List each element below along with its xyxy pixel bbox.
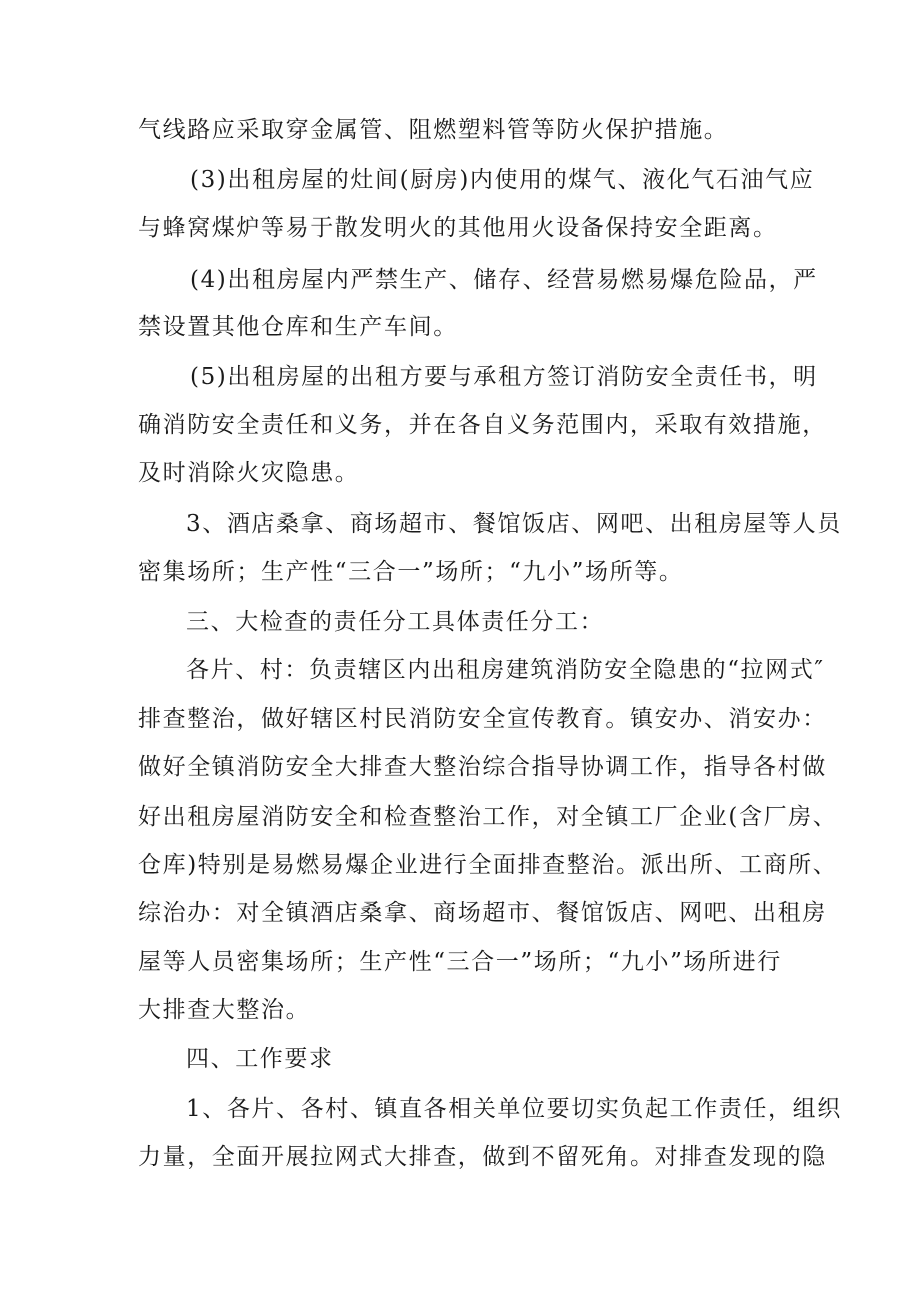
text-line-7: 确消防安全责任和义务，并在各自义务范围内，采取有效措施，: [138, 412, 827, 438]
text-line-5: 禁设置其他仓库和生产车间。: [138, 314, 458, 340]
text-line-2: (3)出租房屋的灶间(厨房)内使用的煤气、液化气石油气应: [190, 167, 815, 193]
text-line-1: 气线路应采取穿金属管、阻燃塑料管等防火保护措施。: [138, 117, 729, 143]
text-line-4: (4)出租房屋内严禁生产、储存、经营易燃易爆危险品，严: [190, 267, 818, 293]
section-heading-4: 四、工作要求: [186, 1046, 334, 1072]
text-line-19: 大排查大整治。: [138, 997, 311, 1023]
text-line-21: 1、各片、各村、镇直各相关单位要切实负起工作责任，组织: [186, 1096, 842, 1122]
text-line-17: 综治办：对全镇酒店桑拿、商场超市、餐馆饭店、网吧、出租房: [138, 900, 827, 926]
text-line-3: 与蜂窝煤炉等易于散发明火的其他用火设备保持安全距离。: [138, 215, 778, 241]
text-line-13: 排查整治，做好辖区村民消防安全宣传教育。镇安办、消安办：: [138, 706, 827, 732]
text-line-10: 密集场所；生产性“三合一”场所；“九小”场所等。: [138, 559, 684, 585]
text-line-14: 做好全镇消防安全大排查大整治综合指导协调工作，指导各村做: [138, 754, 827, 780]
section-heading-3: 三、大检查的责任分工具体责任分工：: [186, 609, 605, 635]
text-line-22: 力量，全面开展拉网式大排查，做到不留死角。对排查发现的隐: [138, 1144, 827, 1170]
text-line-8: 及时消除火灾隐患。: [138, 460, 360, 486]
text-line-18: 屋等人员密集场所；生产性“三合一”场所；“九小”场所进行: [138, 949, 782, 975]
text-line-12: 各片、村：负责辖区内出租房建筑消防安全隐患的“拉网式″: [186, 657, 825, 683]
text-line-9: 3、酒店桑拿、商场超市、餐馆饭店、网吧、出租房屋等人员: [186, 511, 842, 537]
text-line-15: 好出租房屋消防安全和检查整治工作，对全镇工厂企业(含厂房、: [138, 804, 838, 830]
text-line-6: (5)出租房屋的出租方要与承租方签订消防安全责任书，明: [190, 364, 818, 390]
text-line-16: 仓库)特别是易燃易爆企业进行全面排查整治。派出所、工商所、: [138, 852, 838, 878]
